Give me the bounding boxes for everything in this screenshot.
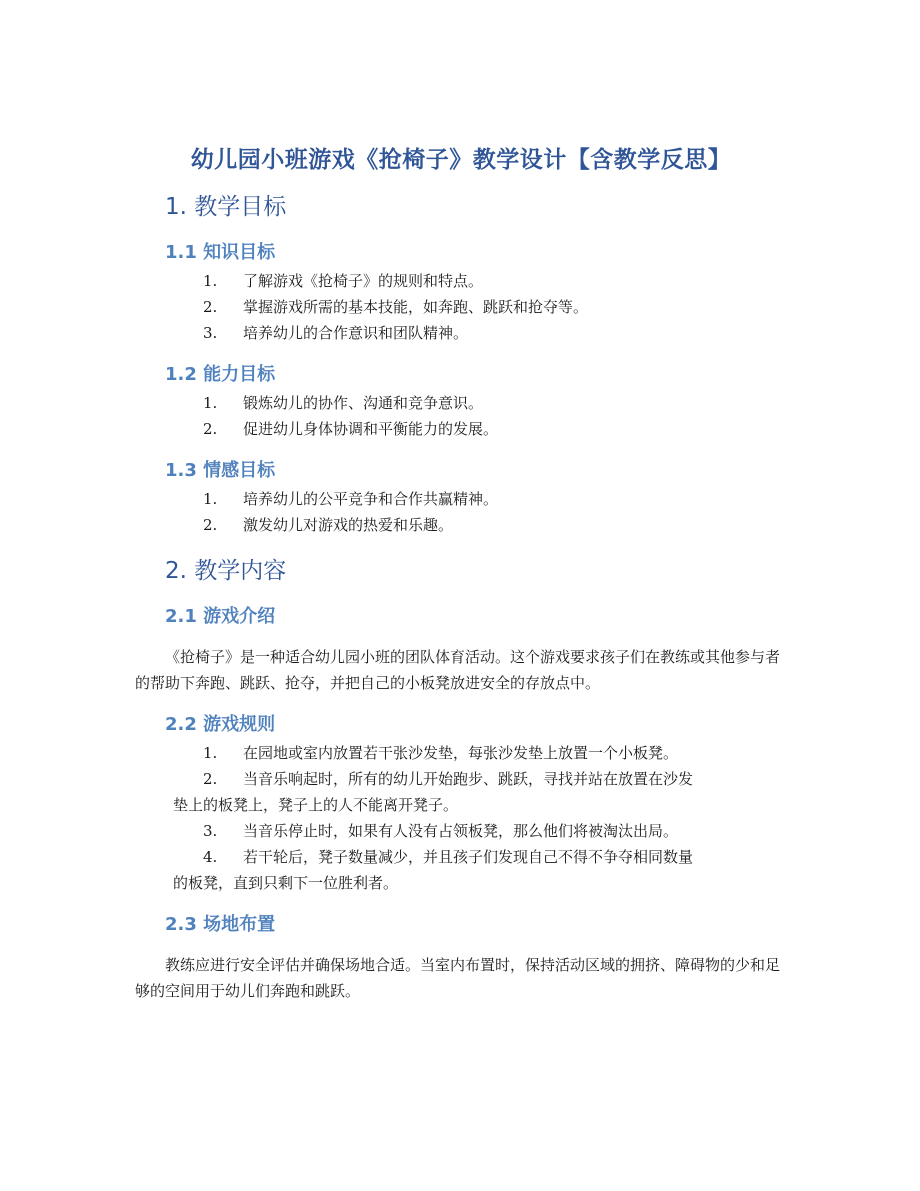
section-heading-2: 2. 教学内容 — [165, 558, 287, 584]
section-heading-1: 1. 教学目标 — [165, 194, 287, 220]
subsection-heading-1-1: 1.1 知识目标 — [165, 242, 276, 263]
list-emotion-goals — [135, 486, 787, 538]
list-text: 锻炼幼儿的协作、沟通和竞争意识。 — [243, 394, 484, 412]
list-item — [135, 766, 787, 818]
list-number: 2. — [203, 420, 218, 438]
list-text: 若干轮后，凳子数量减少，并且孩子们发现自己不得不争夺相同数量 — [243, 848, 694, 866]
list-number: 1. — [203, 394, 218, 412]
document-title: 幼儿园小班游戏《抢椅子》教学设计【含教学反思】 — [190, 147, 732, 173]
list-item — [135, 268, 787, 294]
list-number: 1. — [203, 744, 218, 762]
subsection-heading-2-3: 2.3 场地布置 — [165, 914, 276, 935]
list-text: 培养幼儿的合作意识和团队精神。 — [243, 324, 469, 342]
document-page — [135, 140, 787, 1004]
list-text: 促进幼儿身体协调和平衡能力的发展。 — [243, 420, 499, 438]
subsection-heading-2-2: 2.2 游戏规则 — [165, 714, 276, 735]
list-text-continued: 垫上的板凳上，凳子上的人不能离开凳子。 — [173, 796, 459, 814]
list-text: 了解游戏《抢椅子》的规则和特点。 — [243, 272, 484, 290]
list-item — [135, 416, 787, 442]
list-text: 培养幼儿的公平竞争和合作共赢精神。 — [243, 490, 499, 508]
list-text-continued: 的板凳，直到只剩下一位胜利者。 — [173, 874, 399, 892]
list-item — [135, 740, 787, 766]
list-text: 激发幼儿对游戏的热爱和乐趣。 — [243, 516, 454, 534]
list-number: 3. — [203, 324, 218, 342]
list-text: 掌握游戏所需的基本技能，如奔跑、跳跃和抢夺等。 — [243, 298, 589, 316]
venue-setup-paragraph: 教练应进行安全评估并确保场地合适。当室内布置时，保持活动区域的拥挤、障碍物的少和足够的空间用于幼儿们奔跑和跳跃。 — [135, 956, 781, 1000]
list-item — [135, 512, 787, 538]
list-text: 当音乐停止时，如果有人没有占领板凳，那么他们将被淘汰出局。 — [243, 822, 679, 840]
subsection-heading-1-2: 1.2 能力目标 — [165, 364, 276, 385]
list-number: 1. — [203, 490, 218, 508]
list-number: 2. — [203, 298, 218, 316]
list-game-rules — [135, 740, 787, 896]
list-item — [135, 320, 787, 346]
list-item — [135, 294, 787, 320]
subsection-heading-2-1: 2.1 游戏介绍 — [165, 606, 276, 627]
list-text: 在园地或室内放置若干张沙发垫，每张沙发垫上放置一个小板凳。 — [243, 744, 679, 762]
list-text: 当音乐响起时，所有的幼儿开始跑步、跳跃，寻找并站在放置在沙发 — [243, 770, 694, 788]
subsection-heading-1-3: 1.3 情感目标 — [165, 460, 276, 481]
game-intro-paragraph: 《抢椅子》是一种适合幼儿园小班的团队体育活动。这个游戏要求孩子们在教练或其他参与者的帮助下奔跑、跳跃、抢夺，并把自己的小板凳放进安全的存放点中。 — [135, 648, 781, 692]
list-number: 1. — [203, 272, 218, 290]
list-number: 2. — [203, 770, 218, 788]
list-number: 4. — [203, 848, 218, 866]
list-item — [135, 486, 787, 512]
list-item — [135, 390, 787, 416]
list-number: 3. — [203, 822, 218, 840]
list-item — [135, 818, 787, 844]
list-ability-goals — [135, 390, 787, 442]
list-number: 2. — [203, 516, 218, 534]
list-knowledge-goals — [135, 268, 787, 346]
list-item — [135, 844, 787, 896]
